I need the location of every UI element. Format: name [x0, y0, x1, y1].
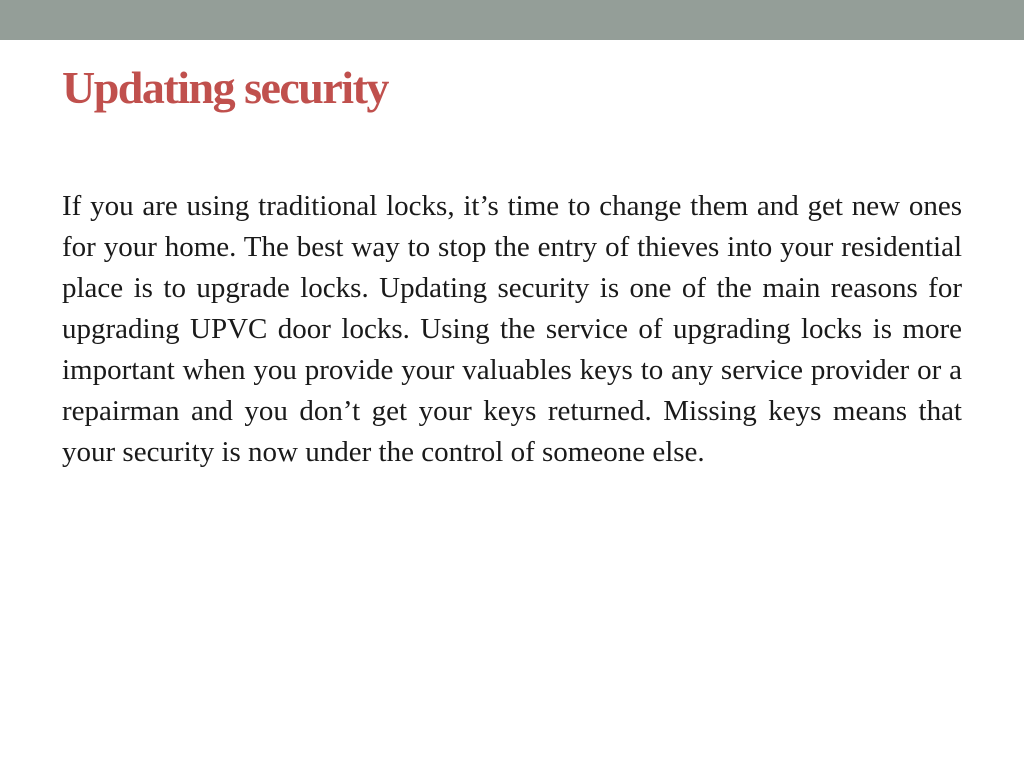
slide-body-text: If you are using traditional locks, it’s time to change them and get new ones for your home. The best way to stop the entry of thieves into your residential place is to upgrade locks. Updating security is one of the main reasons for upgrading UPVC door locks. Using the service of upgrading locks is more important when you provide your valuables keys to any service provider or a repairman and you don’t get your keys returned. Missing keys means that your security is now under the control of someone else.: [62, 190, 962, 468]
top-band: [0, 0, 1024, 40]
slide-title: Updating security: [62, 62, 388, 113]
